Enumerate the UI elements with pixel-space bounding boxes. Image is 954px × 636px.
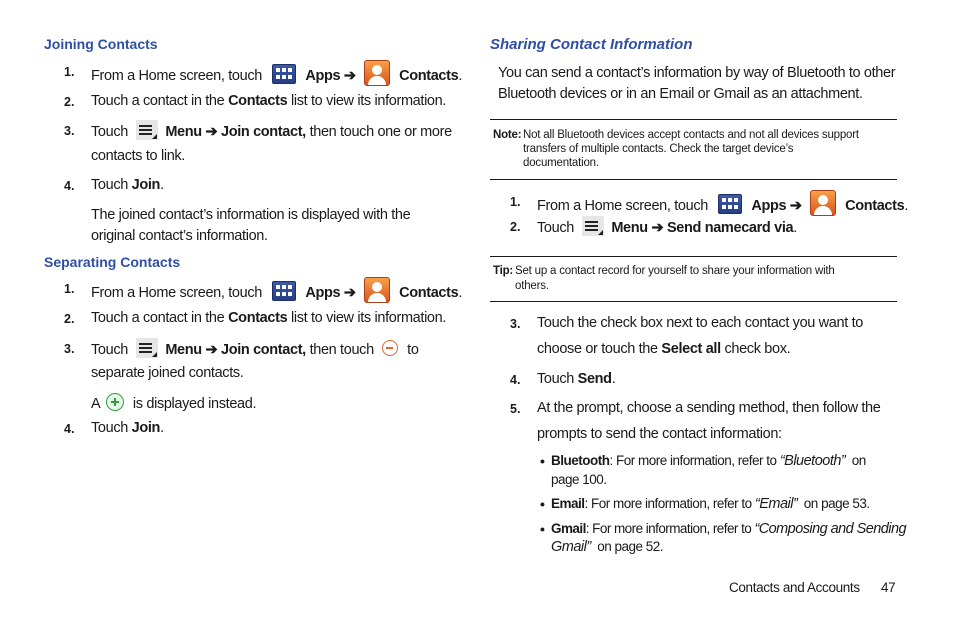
joining-contacts-heading: Joining Contacts [44,36,158,52]
step-text: to [407,341,419,358]
bullet-text: on page 53. [803,496,870,511]
step-text: Touch [91,123,128,140]
contacts-icon [364,277,390,303]
sep-step-1 [91,280,462,306]
bluetooth-label: Bluetooth [551,453,610,468]
sep-step-3-line2: separate joined contacts. [91,365,244,381]
bullet-text: : For more information, refer to [585,521,752,536]
bullet-marker: • [540,521,545,537]
join-step-3 [91,122,452,142]
step-text: From a Home screen, touch [91,284,262,301]
sep-step-4 [91,420,164,436]
arrow-icon: ➔ [205,341,218,358]
punctuation: . [458,284,463,301]
step-number: 1. [510,195,521,209]
step-text: Touch a contact in the [91,310,225,326]
menu-icon [136,120,158,140]
step-number: 4. [64,179,75,193]
send-label: Send [577,371,612,387]
step-number: 3. [510,317,521,331]
send-namecard-label: Send namecard via [666,219,794,236]
share-step-4 [537,371,615,387]
step-text: Touch [91,420,128,436]
contacts-icon [364,60,390,86]
join-contact-label: Join contact, [220,341,306,358]
contacts-label: Contacts [228,93,288,109]
arrow-icon: ➔ [789,197,802,214]
add-circle-icon [106,393,124,411]
step-text: Touch [91,177,128,193]
step-text: Touch [91,341,128,358]
bluetooth-reference: “Bluetooth” [779,453,846,469]
step-text: Touch [537,219,574,236]
arrow-icon: ➔ [343,284,356,301]
join-label: Join [131,177,161,193]
menu-label: Menu [165,341,202,358]
contacts-label: Contacts [399,67,459,84]
apps-icon [718,194,742,214]
join-contact-label: Join contact, [220,123,306,140]
step-number: 2. [64,312,75,326]
note-bottom-rule [490,179,897,180]
remove-circle-icon [382,340,398,356]
note-label-text: Note: [493,129,522,141]
select-all-label: Select all [661,341,721,357]
bullet-marker: • [540,453,545,469]
menu-icon [136,338,158,358]
punctuation: . [904,197,909,214]
share-step-2 [537,218,797,238]
tip-line1: Set up a contact record for yourself to share your information with [515,265,835,277]
intro-line2: Bluetooth devices or in an Email or Gmail as an attachment. [498,86,863,102]
menu-label: Menu [165,123,202,140]
step-text: From a Home screen, touch [537,197,708,214]
step-number: 3. [64,342,75,356]
arrow-icon: ➔ [205,123,218,140]
bullet-text: on [851,453,866,468]
gmail-bullet-line2 [551,539,663,555]
joined-info-line1: The joined contact’s information is displayed with the [91,207,411,223]
step-text: then touch [309,341,374,358]
menu-label: Menu [611,219,648,236]
tip-bottom-rule [490,301,897,302]
joined-info-line2: original contact’s information. [91,228,268,244]
step-text: Touch [537,371,574,387]
gmail-reference-cont: Gmail” [551,539,591,555]
menu-icon [582,216,604,236]
email-bullet [551,496,870,512]
step-number: 1. [64,282,75,296]
bullet-text: on page 52. [597,539,664,554]
tip-line2: others. [515,280,549,292]
join-step-1 [91,63,462,89]
step-text: list to view its information. [291,310,447,326]
footer-section-title: Contacts and Accounts [729,580,860,595]
sharing-contact-heading: Sharing Contact Information [490,36,693,53]
gmail-reference: “Composing and Sending [754,521,906,537]
intro-line1: You can send a contact’s information by way of Bluetooth to other [498,65,896,81]
contacts-label: Contacts [228,310,288,326]
arrow-icon: ➔ [651,219,664,236]
step-text: then touch one or more [309,123,452,140]
step-text: check box. [724,341,791,357]
join-step-3-line2: contacts to link. [91,148,185,164]
arrow-icon: ➔ [343,67,356,84]
step-text: A [91,395,100,412]
gmail-label: Gmail [551,521,586,536]
gmail-bullet [551,521,906,537]
punctuation: . [793,219,797,236]
punctuation: . [611,371,616,387]
note-line1: Not all Bluetooth devices accept contacts and not all devices support [523,129,859,141]
step-text: list to view its information. [291,93,447,109]
join-step-4 [91,177,164,193]
step-number: 1. [64,65,75,79]
tip-label [493,264,513,278]
share-step-3-line2 [537,341,790,357]
apps-icon [272,281,296,301]
share-step-5-line2: prompts to send the contact information: [537,426,782,442]
note-line2: transfers of multiple contacts. Check the target device’s [523,143,794,155]
contacts-label: Contacts [399,284,459,301]
step-number: 4. [64,422,75,436]
email-reference: “Email” [754,496,798,512]
join-step-2 [91,93,446,109]
bluetooth-bullet [551,453,866,469]
note-label [493,128,521,142]
step-number: 5. [510,402,521,416]
bluetooth-bullet-line2: page 100. [551,472,607,487]
page-number: 47 [881,580,896,595]
email-label: Email [551,496,585,511]
join-label: Join [131,420,161,436]
step-text: is displayed instead. [132,395,257,412]
contacts-label: Contacts [845,197,905,214]
sep-step-3 [91,340,419,360]
bullet-text: : For more information, refer to [584,496,752,511]
punctuation: . [160,420,164,436]
step-number: 3. [64,124,75,138]
note-line3: documentation. [523,157,599,169]
note-top-rule [490,119,897,120]
step-number: 2. [64,95,75,109]
bullet-text: : For more information, refer to [609,453,777,468]
share-step-3-line1: Touch the check box next to each contact you want to [537,315,863,331]
step-text: From a Home screen, touch [91,67,262,84]
apps-label: Apps [751,197,787,214]
tip-label-text: Tip: [493,265,514,277]
punctuation: . [160,177,164,193]
plus-displayed-line [91,395,256,413]
separating-contacts-heading: Separating Contacts [44,254,181,270]
apps-icon [272,64,296,84]
sep-step-2 [91,310,446,326]
bullet-marker: • [540,496,545,512]
step-number: 2. [510,220,521,234]
contacts-icon [810,190,836,216]
apps-label: Apps [305,284,341,301]
apps-label: Apps [305,67,341,84]
tip-top-rule [490,256,897,257]
step-text: Touch a contact in the [91,93,225,109]
share-step-5-line1: At the prompt, choose a sending method, then follow the [537,400,881,416]
punctuation: . [458,67,463,84]
step-number: 4. [510,373,521,387]
step-text: choose or touch the [537,341,658,357]
